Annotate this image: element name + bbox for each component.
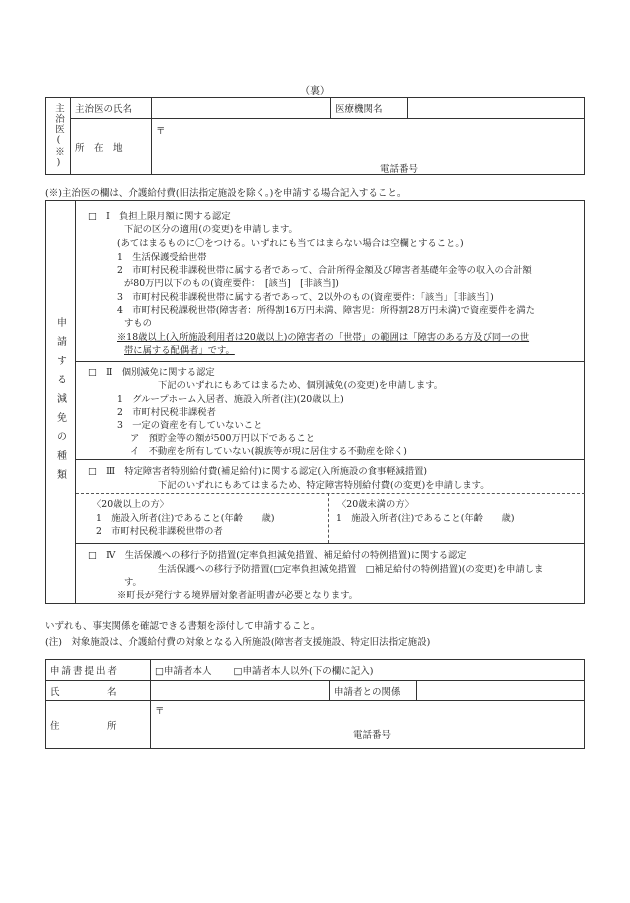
physician-postal-mark: 〒 (156, 126, 166, 137)
section4-note: ※町長が発行する境界層対象者証明書が必要となります。 (117, 590, 358, 601)
submitter-postal-mark: 〒 (155, 706, 165, 717)
submitter-self-checkbox[interactable]: □申請者本人 (155, 666, 212, 677)
submitter-address-field[interactable] (151, 701, 585, 749)
institution-field[interactable] (408, 98, 585, 119)
submitter-label: 申請書提出者 (46, 660, 151, 681)
reduction-type-label-cell (45, 200, 76, 604)
page-side-label: （裏） (300, 86, 330, 97)
section3-right-line-1: 1 施設入所者(注)であること(年齢 歳) (336, 513, 515, 524)
section3-title[interactable]: □ Ⅲ 特定障害者特別給付費(補足給付)に関する認定(入所施設の食事軽減措置) (88, 466, 428, 477)
section3-line: 下記のいずれにもあてはまるため、特定障害特別給付費(の変更)を申請します。 (158, 480, 490, 491)
physician-phone-label: 電話番号 (380, 164, 419, 175)
divider-1 (76, 361, 585, 362)
section4-line-1: 生活保護への移行予防措置(□定率負担減免措置 □補足給付の特例措置)(の変更)を申請しま (158, 564, 544, 575)
section2-line-6: イ 不動産を所有していない(親族等が現に居住する不動産を除く) (130, 446, 407, 457)
section2-title[interactable]: □ Ⅱ 個別減免に関する認定 (88, 367, 215, 378)
section2-line-4: 3 一定の資産を有していないこと (117, 420, 263, 431)
section3-right-title: 〈20歳未満の方〉 (337, 499, 414, 510)
divider-4 (76, 543, 585, 544)
physician-address-label: 所 在 地 (71, 119, 152, 175)
section1-note-1: ※18歳以上(入所施設利用者は20歳以上)の障害者の「世帯」の範囲は「障害のある方及び同一の世 (117, 332, 530, 343)
section1-option-4[interactable]: 4 市町村民税課税世帯(障害者：所得割16万円未満、障害児：所得割28万円未満)で資産要件を満た (117, 305, 536, 316)
section2-line-1: 下記のいずれにもあてはまるため、個別減免(の変更)を申請します。 (158, 380, 444, 391)
section1-option-3[interactable]: 3 市町村民税非課税世帯に属する者であって、2以外のもの(資産要件：「該当」［非該当］) (117, 292, 494, 303)
section2-line-5: ア 預貯金等の額が500万円以下であること (130, 433, 316, 444)
section3-left-title: 〈20歳以上の方〉 (92, 499, 169, 510)
divider-3-dashed (76, 493, 585, 494)
reduction-type-label: 申請する減免の種類 (54, 316, 66, 488)
section1-note-2: 帯に属する配偶者」です。 (124, 345, 235, 356)
section3-left-line-2: 2 市町村民税非課税世帯の者 (96, 526, 223, 537)
physician-note: (※)主治医の欄は、介護給付費(旧法指定施設を除く。)を申請する場合記入すること。 (45, 188, 407, 199)
submitter-phone-label: 電話番号 (353, 730, 392, 741)
institution-label: 医療機関名 (331, 98, 408, 119)
section2-line-2: 1 グループホーム入居者、施設入所者(注)(20歳以上) (117, 394, 344, 405)
section1-option-2[interactable]: 2 市町村民税非課税世帯に属する者であって、合計所得金額及び障害者基礎年金等の収入の合計額 (117, 265, 532, 276)
footer-note-2: (注) 対象施設は、介護給付費の対象となる入所施設(障害者支援施設、特定旧法指定施設) (45, 637, 431, 648)
physician-name-field[interactable] (152, 98, 331, 119)
section1-line-1: 下記の区分の適用(の変更)を申請します。 (124, 224, 298, 235)
submitter-other-checkbox[interactable]: □申請者本人以外(下の欄に記入) (233, 666, 374, 677)
submitter-table (45, 659, 585, 749)
section1-line-2: (あてはまるものに〇をつける。いずれにも当てはまらない場合は空欄とすること。) (117, 238, 464, 249)
section1-option-4-cont: すもの (124, 318, 152, 329)
physician-name-label: 主治医の氏名 (71, 98, 152, 119)
divider-vertical-dashed (328, 493, 329, 543)
section4-line-2: す。 (124, 577, 142, 588)
submitter-address-label: 住 所 (46, 701, 151, 749)
section1-option-2-cont: が80万円以下のもの(資産要件： [該当] [非該当]) (124, 278, 339, 289)
section1-title[interactable]: □ Ⅰ 負担上限月額に関する認定 (88, 211, 231, 222)
submitter-name-field[interactable] (151, 681, 330, 701)
section3-left-line-1: 1 施設入所者(注)であること(年齢 歳) (96, 513, 275, 524)
section4-title[interactable]: □ Ⅳ 生活保護への移行予防措置(定率負担減免措置、補足給付の特例措置)に関する認定 (88, 550, 467, 561)
submitter-options (151, 660, 585, 681)
section2-line-3: 2 市町村民税非課税者 (117, 407, 216, 418)
relation-label: 申請者との関係 (330, 681, 417, 701)
divider-2 (76, 459, 585, 460)
footer-note-1: いずれも、事実関係を確認できる書類を添付して申請すること。 (45, 621, 321, 632)
physician-table (45, 97, 585, 175)
physician-side-label: 主治医(※) (46, 98, 71, 175)
section1-option-1[interactable]: 1 生活保護受給世帯 (117, 252, 207, 263)
relation-field[interactable] (417, 681, 585, 701)
submitter-name-label: 氏 名 (46, 681, 151, 701)
physician-address-field[interactable] (152, 119, 585, 175)
